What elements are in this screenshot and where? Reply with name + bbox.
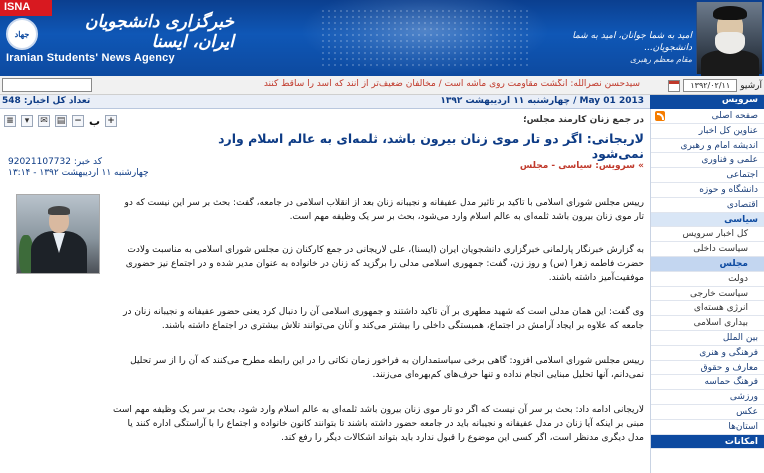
article-paragraph: رییس مجلس شورای اسلامی با تاکید بر تاثیر مدل عفیفانه و نجیبانه زنان بعد از انقلاب اسلامی در جامعه، گفت: بحث بر سر این نیست که دو تار موی زنان بیرون باشد ثلمه‌ای به عالم اسلام وارد می‌شود، بحث بر سر یک وظیفه مهم است. — [124, 198, 644, 223]
sidebar-item[interactable] — [651, 346, 764, 361]
sidebar-item[interactable] — [651, 213, 764, 228]
world-dots-graphic — [320, 8, 530, 68]
zoom-out-icon[interactable]: − — [72, 115, 84, 127]
email-icon[interactable]: ✉ — [38, 115, 50, 127]
leader-quote — [548, 30, 692, 66]
sidebar-item[interactable] — [651, 287, 764, 302]
sidebar-item[interactable] — [651, 361, 764, 376]
comment-icon[interactable]: ≡ — [4, 115, 16, 127]
agency-name-persian[interactable]: خبرگزاری دانشجویان ایران، ایسنا — [85, 12, 234, 52]
sidebar-item-label: سیاست داخلی — [693, 244, 748, 255]
sidebar-item-label: بین الملل — [722, 332, 758, 343]
leader-portrait-image — [696, 2, 762, 74]
sidebar-item-label: ورزشی — [729, 392, 758, 403]
sidebar-item[interactable] — [651, 331, 764, 346]
article-photo[interactable] — [16, 194, 100, 274]
sidebar-item-label: دانشگاه و حوزه — [699, 184, 758, 195]
rss-icon[interactable] — [655, 111, 665, 121]
sidebar-item-label: اقتصادی — [726, 199, 758, 210]
ticker-bar — [0, 76, 764, 95]
sidebar-item-label: معارف و حقوق — [700, 362, 758, 373]
quote-signature: مقام معظم رهبری — [629, 55, 692, 64]
news-ticker[interactable]: سیدحسن نصرالله: انگشت مقاومت روی ماشه است / مخالفان ضعیف‌تر از آنند که اسد را ساقط کنند — [263, 79, 640, 89]
save-icon[interactable]: ▾ — [21, 115, 33, 127]
sidebar-item-label: بیداری اسلامی — [693, 318, 748, 329]
sidebar-item-label: استان‌ها — [728, 421, 758, 432]
sidebar-item[interactable] — [651, 227, 764, 242]
sidebar-item-label: امکانات — [724, 436, 758, 447]
sidebar-item-label: فرهنگ حماسه — [704, 377, 758, 388]
sidebar-item-label: صفحه اصلی — [711, 111, 758, 121]
article-lead-title: در جمع زنان کارمند مجلس؛ — [523, 115, 644, 125]
site-banner — [0, 0, 764, 76]
date-bar — [0, 95, 764, 109]
sidebar-item[interactable] — [651, 435, 764, 450]
sidebar-item-label: کل اخبار سرویس — [682, 229, 748, 240]
article-paragraph: به گزارش خبرنگار پارلمانی خبرگزاری دانشجویان ایران (ایسنا)، علی لاریجانی در جمع کارکنان زن مجلس شورای اسلامی به مناسبت ولادت حضرت فاطمه زهرا (س) و روز زن، گفت: جمهوری اسلامی مدلی را برگزید که زنان در خانواده به عنوان مدیر شده و در اجتماع نیز حضوری موفقیت‌آمیز داشته باشند. — [125, 245, 644, 284]
sidebar-item-label: اندیشه امام و رهبری — [680, 140, 758, 151]
sidebar-item[interactable] — [651, 242, 764, 257]
article-paragraph: رییس مجلس شورای اسلامی افزود: گاهی برخی سیاستمداران به فراخور زمان نکاتی را در این رابطه مطرح می‌کنند که آن را از سر تحلیل نمی‌دانم، آنها تحلیل مبنایی انجام نداده و تنها حرف‌های کم‌بهره‌ای می‌زنند. — [130, 356, 644, 381]
sidebar-item[interactable] — [651, 272, 764, 287]
sidebar-item[interactable] — [651, 168, 764, 183]
agency-name-english: Iranian Students' News Agency — [6, 52, 175, 64]
article-category[interactable]: » سرویس: سیاسی - مجلس — [519, 161, 644, 171]
current-date: چهارشنبه ۱۱ اردیبهشت ۱۳۹۲ / May 01 2013 — [440, 96, 644, 106]
article-title: لاریجانی: اگر دو تار موی زنان بیرون باشد، ثلمه‌ای به عالم اسلام وارد نمی‌شود — [218, 131, 644, 161]
sidebar-item[interactable] — [651, 390, 764, 405]
archive-label: آرشیو — [740, 80, 762, 91]
article-paragraph: لاریجانی ادامه داد: بحث بر سر آن نیست که اگر دو تار موی زنان بیرون باشد ثلمه‌ای به عالم اسلام وارد شود، بحث بر سر یک وظیفه مهم است مبنی بر اینکه آیا زنان در مدل عفیفانه و نجیبانه باید در جامعه حضور داشته باشند تا بتوانند کانون خانواده و اجتماع را با آراستگی اداره کنند یا مدل دیگری مدنظر است، اگر کسی این موضوع را قبول ندارد باید بتواند اشکالات دیگر را رفع کند. — [112, 405, 644, 444]
article-paragraph: وی گفت: این همان مدلی است که شهید مطهری بر آن تاکید داشتند و جمهوری اسلامی آن را دنبال کرد یعنی حضور عفیفانه و نجیبانه زنان در جامعه که علاوه بر ایجاد آرامش در اجتماع، همبستگی داخلی را بیشتر می‌کند و آنان می‌توانند تلاش بیشتری در اجتماع داشته باشند. — [123, 307, 644, 332]
search-input[interactable] — [2, 78, 92, 92]
sidebar-item[interactable] — [651, 183, 764, 198]
article-meta — [8, 157, 198, 179]
news-code: کد خبر: 92021107732 — [8, 157, 103, 167]
sidebar-item-label: انرژی هسته‌ای — [693, 303, 748, 314]
archive-date-field[interactable]: ۱۳۹۲/۰۲/۱۱ — [683, 79, 737, 92]
sidebar-item[interactable] — [651, 124, 764, 139]
sidebar-heading: سرویس — [650, 95, 764, 109]
quote-text: امید به شما جوانان، امید به شما دانشجویان... — [572, 31, 692, 53]
sidebar-item-label: سیاسی — [724, 214, 758, 225]
brand-tag[interactable]: ISNA — [0, 0, 52, 16]
sidebar-item-label: سیاست خارجی — [690, 288, 748, 299]
sidebar-item[interactable] — [651, 420, 764, 435]
sidebar-item-label: مجلس — [719, 258, 748, 269]
sidebar-item[interactable] — [651, 316, 764, 331]
sidebar-nav — [650, 109, 764, 473]
sidebar-item-label: دولت — [728, 273, 748, 284]
sidebar-item[interactable] — [651, 109, 764, 124]
sidebar-item[interactable] — [651, 153, 764, 168]
sidebar-item-label: عکس — [736, 406, 758, 417]
sidebar-item-label: علمی و فناوری — [701, 155, 758, 166]
sidebar-item[interactable] — [651, 139, 764, 154]
sidebar-item[interactable] — [651, 301, 764, 316]
print-icon[interactable]: ▤ — [56, 115, 66, 126]
sidebar-item[interactable] — [651, 198, 764, 213]
total-news-count: تعداد کل اخبار: 548 — [2, 96, 91, 106]
sidebar-item-label: فرهنگی و هنری — [699, 347, 758, 358]
logo-emblem-icon[interactable]: جهاد — [6, 18, 38, 50]
sidebar-item-label: عناوین کل اخبار — [698, 125, 758, 136]
calendar-icon[interactable] — [668, 80, 680, 92]
article-toolbar — [4, 113, 144, 129]
sidebar-item[interactable] — [651, 257, 764, 272]
sidebar-item[interactable] — [651, 375, 764, 390]
zoom-in-icon[interactable]: + — [105, 115, 117, 127]
sidebar-item[interactable] — [651, 405, 764, 420]
archive-control — [646, 78, 762, 93]
font-size-label: ب — [89, 114, 101, 128]
article-timestamp: چهارشنبه ۱۱ اردیبهشت ۱۳۹۲ - ۱۳:۱۴ — [8, 168, 149, 178]
sidebar-item-label: اجتماعی — [726, 170, 758, 181]
